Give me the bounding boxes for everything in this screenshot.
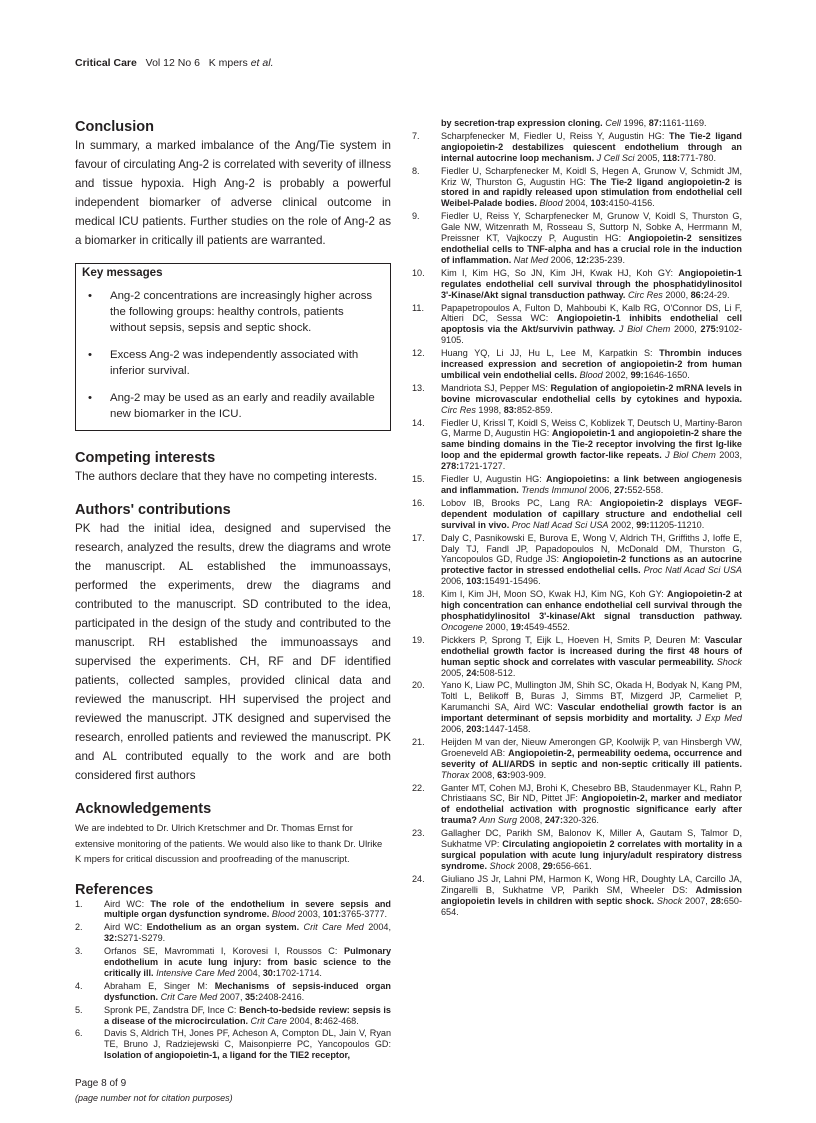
reference-title: The Tie-2 ligand angiopoietin-2 destabilizes quiescent endothelium through an internal autocrine loop mechanism. <box>441 130 742 163</box>
reference-authors: Kim I, Kim HG, So JN, Kim JH, Kwak HJ, Koh GY: <box>441 267 679 278</box>
reference-volume: 99: <box>630 369 644 380</box>
reference-journal: Circ Res <box>441 404 476 415</box>
reference-title: Bench-to-bedside review: sepsis is a disease of the microcirculation. <box>104 1004 391 1026</box>
header-authors: K mpers <box>208 57 248 69</box>
reference-item <box>412 348 742 381</box>
reference-year: 1998, <box>475 404 504 415</box>
reference-pages: 552-558. <box>627 485 664 495</box>
reference-journal: Proc Natl Acad Sci USA <box>640 565 742 576</box>
reference-authors: Fiedler U, Scharpfenecker M, Koidl S, Hegen A, Grunow V, Schmidt JM, Kriz W, Thurston G, Augustin HG: <box>441 165 742 187</box>
reference-authors: Fiedler U, Krissl T, Koidl S, Weiss C, Koblizek T, Deutsch U, Martiny-Baron G, Marme D, Augustin HG: <box>441 417 742 439</box>
reference-year: 2003, <box>715 450 742 461</box>
reference-item <box>412 533 742 588</box>
reference-item <box>412 474 742 496</box>
reference-pages: 508-512. <box>479 667 516 678</box>
key-message-text: Ang-2 may be used as an early and readily available new biomarker in the ICU. <box>110 392 375 420</box>
reference-pages: 771-780. <box>680 152 716 163</box>
reference-volume: 86: <box>690 289 704 300</box>
reference-authors: Abraham E, Singer M: <box>104 980 215 991</box>
reference-title: Angiopoietins: a link between angiogenesis and inflammation. <box>441 474 742 495</box>
reference-pages: 235-239. <box>589 254 626 265</box>
reference-title: Thrombin induces increased expression and secretion of angiopoietin-2 from human umbilical vein endothelial cells. <box>441 348 742 380</box>
reference-title: Angiopoietin-2 displays VEGF-dependent modulation of capillary structure and endothelial cell survival in vivo. <box>441 497 742 530</box>
reference-pages: 1646-1650. <box>643 369 690 380</box>
reference-number: 11. <box>412 302 424 313</box>
acknowledgements-heading: Acknowledgements <box>75 801 212 817</box>
reference-year: 2006, <box>548 254 576 265</box>
reference-number: 17. <box>412 532 425 543</box>
reference-item <box>412 303 742 347</box>
reference-number: 23. <box>412 828 425 839</box>
reference-item <box>412 418 742 473</box>
reference-title: Isolation of angiopoietin-1, a ligand for the TIE2 receptor, <box>104 1050 351 1061</box>
reference-volume: 103: <box>590 198 609 209</box>
reference-number: 16. <box>412 497 425 508</box>
reference-journal: J Biol Chem <box>661 450 716 461</box>
reference-authors: Gallagher DC, Parikh SM, Balonov K, Miller A, Gautam S, Talmor D, Sukhatme VP: <box>441 828 742 850</box>
reference-year: 2008, <box>469 769 498 780</box>
reference-number: 3. <box>75 946 83 957</box>
reference-volume: 30: <box>262 967 276 978</box>
reference-volume: 247: <box>544 815 564 826</box>
reference-volume: 8: <box>314 1015 323 1026</box>
reference-volume: 203: <box>466 724 485 735</box>
reference-authors: Papapetropoulos A, Fulton D, Mahboubi K, Kalb RG, O'Connor DS, Li F, Altieri DC, Sessa WC: <box>441 302 742 324</box>
reference-title: Circulating angiopoietin 2 correlates with mortality in a surgical population with acute lung injury/adult respiratory distress syndrome. <box>441 839 742 871</box>
reference-pages: 24-29. <box>703 289 730 300</box>
reference-number: 18. <box>412 589 425 600</box>
reference-pages: 650-654. <box>441 895 742 917</box>
reference-item <box>75 946 391 979</box>
page-number: Page 8 of 9 <box>75 1078 127 1089</box>
conclusion-text: In summary, a marked imbalance of the Ang/Tie system in favour of circulating Ang-2 is correlated with severity of illness and tissue hypoxia. High Ang-2 is probably a powerful independent biomarker of adverse clinical outcome in medical ICU patients. Further studies on the role of Ang-2 as a biomarker in critically ill patients are warranted. <box>75 139 391 247</box>
reference-year: 2006, <box>441 576 467 587</box>
key-message-text: Excess Ang-2 was independently associated with inferior survival. <box>110 349 359 377</box>
reference-volume: 32: <box>104 933 118 944</box>
page-number-note: (page number not for citation purposes) <box>75 1093 233 1103</box>
reference-journal: Crit Care Med <box>299 922 364 933</box>
reference-journal: Thorax <box>441 769 470 780</box>
reference-authors: Fiedler U, Reiss Y, Scharpfenecker M, Grunow V, Koidl S, Thurston G, Gale NW, Witzenrath M, Rosseau S, Suttorp N, Sobke A, Herrmann M, Preissner KT, Vajkoczy P, Augustin HG: <box>441 211 742 244</box>
reference-journal: Oncogene <box>441 621 483 632</box>
reference-volume: 87: <box>648 118 662 128</box>
reference-journal: Cell <box>602 118 621 128</box>
reference-title: The role of the endothelium in severe sepsis and multiple organ dysfunction syndrome. <box>104 898 391 920</box>
reference-authors: Pickkers P, Sprong T, Eijk L, Hoeven H, Smits P, Deuren M: <box>441 634 705 645</box>
key-messages-list <box>84 288 382 422</box>
reference-number: 24. <box>412 873 425 884</box>
reference-item <box>75 1028 391 1061</box>
key-messages-box <box>75 263 391 431</box>
reference-authors: Orfanos SE, Mavrommati I, Korovesi I, Roussos C: <box>104 946 344 957</box>
reference-journal: Crit Care <box>248 1015 287 1026</box>
reference-pages: 11205-11210. <box>649 519 705 530</box>
reference-title: Angiopoietin-1 and angiopoietin-2 share the same binding domains in the Tie-2 receptor involving the first Ig-like loop and the epidermal growth factor-like repeats. <box>441 428 742 461</box>
key-message-item <box>84 390 382 422</box>
reference-title: Angiopoietin-2, permeability oedema, occurrence and severity of ALI/ARDS in septic and non-septic critically ill patients. <box>441 747 742 769</box>
references-heading: References <box>75 881 154 898</box>
reference-pages: 656-661. <box>555 860 592 871</box>
reference-number: 15. <box>412 474 425 485</box>
reference-item <box>412 635 742 679</box>
reference-journal: Shock <box>654 895 683 906</box>
reference-year: 2006, <box>586 485 615 495</box>
reference-item <box>412 268 742 301</box>
page-footer <box>75 1077 233 1105</box>
reference-journal: J Cell Sci <box>594 152 635 163</box>
reference-number: 9. <box>412 211 420 222</box>
reference-authors: Scharpfenecker M, Fiedler U, Reiss Y, Augustin HG: <box>441 130 669 141</box>
reference-authors: Daly C, Pasnikowski E, Burova E, Wong V, Aldrich TH, Griffiths J, Ioffe E, Daly TJ, Fandl JP, Papadopoulos N, McDonald DM, Thurston G, Yancopoulos GD, Rudge JS: <box>441 532 742 565</box>
reference-pages: S271-S279. <box>117 933 166 944</box>
reference-journal: Blood <box>536 198 563 209</box>
reference-pages: 4150-4156. <box>608 198 655 209</box>
right-column <box>412 118 742 919</box>
running-head <box>75 57 273 69</box>
reference-journal: Ann Surg <box>476 815 517 826</box>
reference-number: 14. <box>412 417 425 428</box>
reference-journal: Circ Res <box>625 289 663 300</box>
bullet-icon: • <box>88 392 92 404</box>
competing-heading: Competing interests <box>75 450 216 466</box>
key-message-item <box>84 347 382 379</box>
reference-journal: J Biol Chem <box>615 324 671 335</box>
reference-pages: 1702-1714. <box>275 967 322 978</box>
reference-title: Pulmonary endothelium in acute lung injury: from basic science to the critically ill. <box>104 946 391 978</box>
reference-year: 2004, <box>562 198 591 209</box>
reference-year: 1996, <box>620 118 649 128</box>
reference-item <box>75 981 391 1003</box>
reference-volume: 19: <box>510 621 524 632</box>
reference-journal: J Exp Med <box>692 713 742 724</box>
reference-item <box>412 828 742 872</box>
reference-pages: 1161-1169. <box>661 118 707 128</box>
reference-number: 12. <box>412 348 425 359</box>
reference-title: Admission angiopoietin levels in children with septic shock. <box>441 884 742 906</box>
reference-number: 22. <box>412 782 425 793</box>
reference-item <box>412 131 742 164</box>
reference-volume: 99: <box>636 519 650 530</box>
reference-item <box>412 383 742 416</box>
reference-volume: 275: <box>700 324 719 335</box>
reference-year: 2002, <box>602 369 631 380</box>
reference-journal: Nat Med <box>511 254 549 265</box>
reference-journal: Shock <box>713 656 742 667</box>
reference-volume: 24: <box>466 667 480 678</box>
reference-number: 10. <box>412 267 425 278</box>
reference-volume: 27: <box>614 485 628 495</box>
reference-number: 2. <box>75 922 83 933</box>
reference-number: 8. <box>412 165 420 176</box>
reference-item <box>412 874 742 918</box>
reference-item <box>75 922 391 944</box>
reference-title: Angiopoietin-2 at high concentration can enhance endothelial cell survival through the phosphatidylinositol 3'-kinase/Akt signal transduction pathway. <box>441 589 742 621</box>
reference-authors: Giuliano JS Jr, Lahni PM, Harmon K, Wong HR, Doughty LA, Carcillo JA, Zingarelli B, Sukhatme VP, Parikh SM, Wheeler DS: <box>441 873 742 895</box>
reference-journal: Trends Immunol <box>518 485 587 495</box>
reference-authors: Yano K, Liaw PC, Mullington JM, Shih SC, Okada H, Bodyak N, Kang PM, Toltl L, Belikoff B, Buras J, Simms BT, Mizgerd JP, Carmeliet P, Karumanchi SA, Aird WC: <box>441 680 742 713</box>
reference-year: 2008, <box>517 815 545 826</box>
contributions-heading: Authors' contributions <box>75 502 231 518</box>
reference-journal: Proc Natl Acad Sci USA <box>509 519 609 530</box>
reference-item <box>412 737 742 781</box>
reference-journal: Shock <box>487 860 515 871</box>
reference-pages: 4549-4552. <box>523 621 570 632</box>
reference-year: 2003, <box>295 909 323 920</box>
reference-number: 19. <box>412 634 425 645</box>
key-messages-title: Key messages <box>82 266 163 279</box>
reference-year: 2005, <box>634 152 663 163</box>
reference-title: Angiopoietin-1 inhibits endothelial cell apoptosis via the Akt/survivin pathway. <box>441 313 742 335</box>
reference-number: 4. <box>75 980 83 991</box>
reference-title: Vascular endothelial growth factor is increased during the first 48 hours of human septic shock and correlates with vascular permeability. <box>441 634 742 667</box>
reference-number: 5. <box>75 1004 83 1015</box>
reference-authors: Fiedler U, Augustin HG: <box>441 474 547 485</box>
header-etal: et al. <box>250 57 274 69</box>
reference-item <box>412 589 742 633</box>
reference-number: 13. <box>412 382 425 393</box>
key-message-text: Ang-2 concentrations are increasingly higher across the following groups: healthy controls, patients without sepsis, sepsis and septic shock. <box>110 290 373 334</box>
reference-year: 2004, <box>234 967 263 978</box>
reference-pages: 15491-15496. <box>484 576 541 587</box>
reference-pages: 852-859. <box>516 404 553 415</box>
reference-continuation <box>412 118 742 129</box>
reference-pages: 462-468. <box>322 1015 359 1026</box>
reference-authors: Heijden M van der, Nieuw Amerongen GP, Koolwijk P, van Hinsbergh VW, Groeneveld AB: <box>441 736 742 758</box>
reference-item <box>75 899 391 921</box>
key-message-item <box>84 288 382 336</box>
reference-pages: 903-909. <box>510 769 547 780</box>
journal-name: Critical Care <box>75 57 137 69</box>
reference-number: 20. <box>412 680 425 691</box>
reference-volume: 29: <box>542 860 556 871</box>
reference-year: 2006, <box>441 724 467 735</box>
bullet-icon: • <box>88 290 92 302</box>
references-list-right <box>412 118 742 917</box>
reference-title: Vascular endothelial growth factor is an important determinant of sepsis morbidity and mortality. <box>441 702 742 724</box>
reference-item <box>75 1005 391 1027</box>
reference-number: 7. <box>412 130 420 141</box>
references-list-left <box>75 899 391 1062</box>
reference-item <box>412 211 742 266</box>
reference-item <box>412 498 742 531</box>
bullet-icon: • <box>88 349 92 361</box>
reference-authors: Ganter MT, Cohen MJ, Brohi K, Chesebro BB, Staudenmayer KL, Rahn P, Christiaans SC, Bir ND, Pittet JF: <box>441 782 742 804</box>
reference-item <box>412 783 742 827</box>
reference-year: 2004, <box>363 922 392 933</box>
reference-year: 2000, <box>482 621 511 632</box>
reference-journal: Blood <box>576 369 603 380</box>
reference-volume: 118: <box>662 152 681 163</box>
reference-item <box>412 680 742 735</box>
reference-title: Angiopoietin-1 regulates endothelial cell survival through the phosphatidylinositol 3'-Kinase/Akt signal transduction pathway. <box>441 267 742 300</box>
reference-year: 2000, <box>670 324 701 335</box>
reference-volume: 12: <box>575 254 590 265</box>
reference-volume: 83: <box>503 404 517 415</box>
reference-title: Regulation of angiopoietin-2 mRNA levels in bovine microvascular endothelial cells by cytokines and hypoxia. <box>441 382 742 404</box>
reference-year: 2002, <box>608 519 637 530</box>
reference-pages: 1721-1727. <box>459 461 506 472</box>
reference-pages: 3765-3777. <box>341 909 388 920</box>
reference-title: Endothelium as an organ system. <box>146 922 300 933</box>
reference-year: 2007, <box>682 895 711 906</box>
reference-pages: 9102-9105. <box>441 324 742 346</box>
reference-authors: Kim I, Kim JH, Moon SO, Kwak HJ, Kim NG, Koh GY: <box>441 589 668 600</box>
reference-number: 21. <box>412 736 425 747</box>
reference-item <box>412 166 742 210</box>
reference-title: Angiopoietin-2, marker and mediator of endothelial activation with prognostic significance early after trauma? <box>441 793 742 826</box>
competing-text: The authors declare that they have no competing interests. <box>75 470 378 483</box>
reference-volume: 63: <box>497 769 511 780</box>
reference-volume: 101: <box>322 909 342 920</box>
reference-authors: Lobov IB, Brooks PC, Lang RA: <box>441 497 600 508</box>
acknowledgements-text: We are indebted to Dr. Ulrich Kretschmer and Dr. Thomas Ernst for extensive monitoring of the patients. We would also like to thank Dr. Ulrike K mpers for critical discussion and proofreading of the manuscript. <box>75 822 383 864</box>
reference-year: 2004, <box>286 1015 315 1026</box>
reference-year: 2008, <box>514 860 543 871</box>
journal-details: Vol 12 No 6 <box>145 57 200 69</box>
reference-year: 2007, <box>217 991 245 1002</box>
reference-volume: 103: <box>466 576 485 587</box>
conclusion-heading: Conclusion <box>75 119 154 135</box>
reference-authors: Mandriota SJ, Pepper MS: <box>441 382 551 393</box>
reference-pages: 1447-1458. <box>484 724 531 735</box>
reference-number: 1. <box>75 898 83 909</box>
reference-journal: Intensive Care Med <box>153 967 235 978</box>
reference-year: 2000, <box>662 289 691 300</box>
reference-volume: 28: <box>710 895 724 906</box>
contributions-text: PK had the initial idea, designed and supervised the research, analyzed the results, drew the diagrams and wrote the manuscript. AL established the immunoassays, performed the experiments, drew the diagrams and contributed to the manuscript. SD contributed to the idea, participated in the design of the study and contributed to the manuscript. RH established the immunoassays and supervised the experiments. CH, RF and DF identified patients, collected samples, provided clinical data and reviewed the manuscript. HH supervised the project and reviewed the manuscript. JTK designed and supervised the research, enrolled patients and reviewed the manuscript. PK and AL contributed equally to the work and are both considered first authors <box>75 522 391 782</box>
reference-pages: 2408-2416. <box>258 991 305 1002</box>
reference-authors: Davis S, Aldrich TH, Jones PF, Acheson A, Compton DL, Jain V, Ryan TE, Bruno J, Radziejewski C, Maisonpierre PC, Yancopoulos GD: <box>104 1028 391 1050</box>
left-column <box>75 118 391 1063</box>
reference-volume: 35: <box>245 991 259 1002</box>
reference-pages: 320-326. <box>563 815 599 826</box>
reference-year: 2005, <box>441 667 467 678</box>
reference-title: The Tie-2 ligand angiopoietin-2 is stored in and rapidly released upon stimulation from endothelial cell Weibel-Palade bodies. <box>441 176 742 209</box>
reference-journal: Blood <box>269 909 296 920</box>
reference-title: Mechanisms of sepsis-induced organ dysfunction. <box>104 980 391 1002</box>
reference-title: Angiopoietin-2 functions as an autocrine protective factor in stressed endothelial cells. <box>441 554 742 576</box>
reference-title: Angiopoietin-2 sensitizes endothelial cells to TNF-alpha and has a crucial role in the induction of inflammation. <box>441 233 742 265</box>
reference-title: by secretion-trap expression cloning. <box>441 118 603 128</box>
reference-number: 6. <box>75 1028 83 1039</box>
reference-authors: Aird WC: <box>104 922 147 933</box>
reference-volume: 278: <box>441 461 460 472</box>
reference-journal: Crit Care Med <box>158 991 218 1002</box>
reference-authors: Aird WC: <box>104 898 151 909</box>
reference-authors: Huang YQ, Li JJ, Hu L, Lee M, Karpatkin S: <box>441 348 660 359</box>
reference-authors: Spronk PE, Zandstra DF, Ince C: <box>104 1004 240 1015</box>
